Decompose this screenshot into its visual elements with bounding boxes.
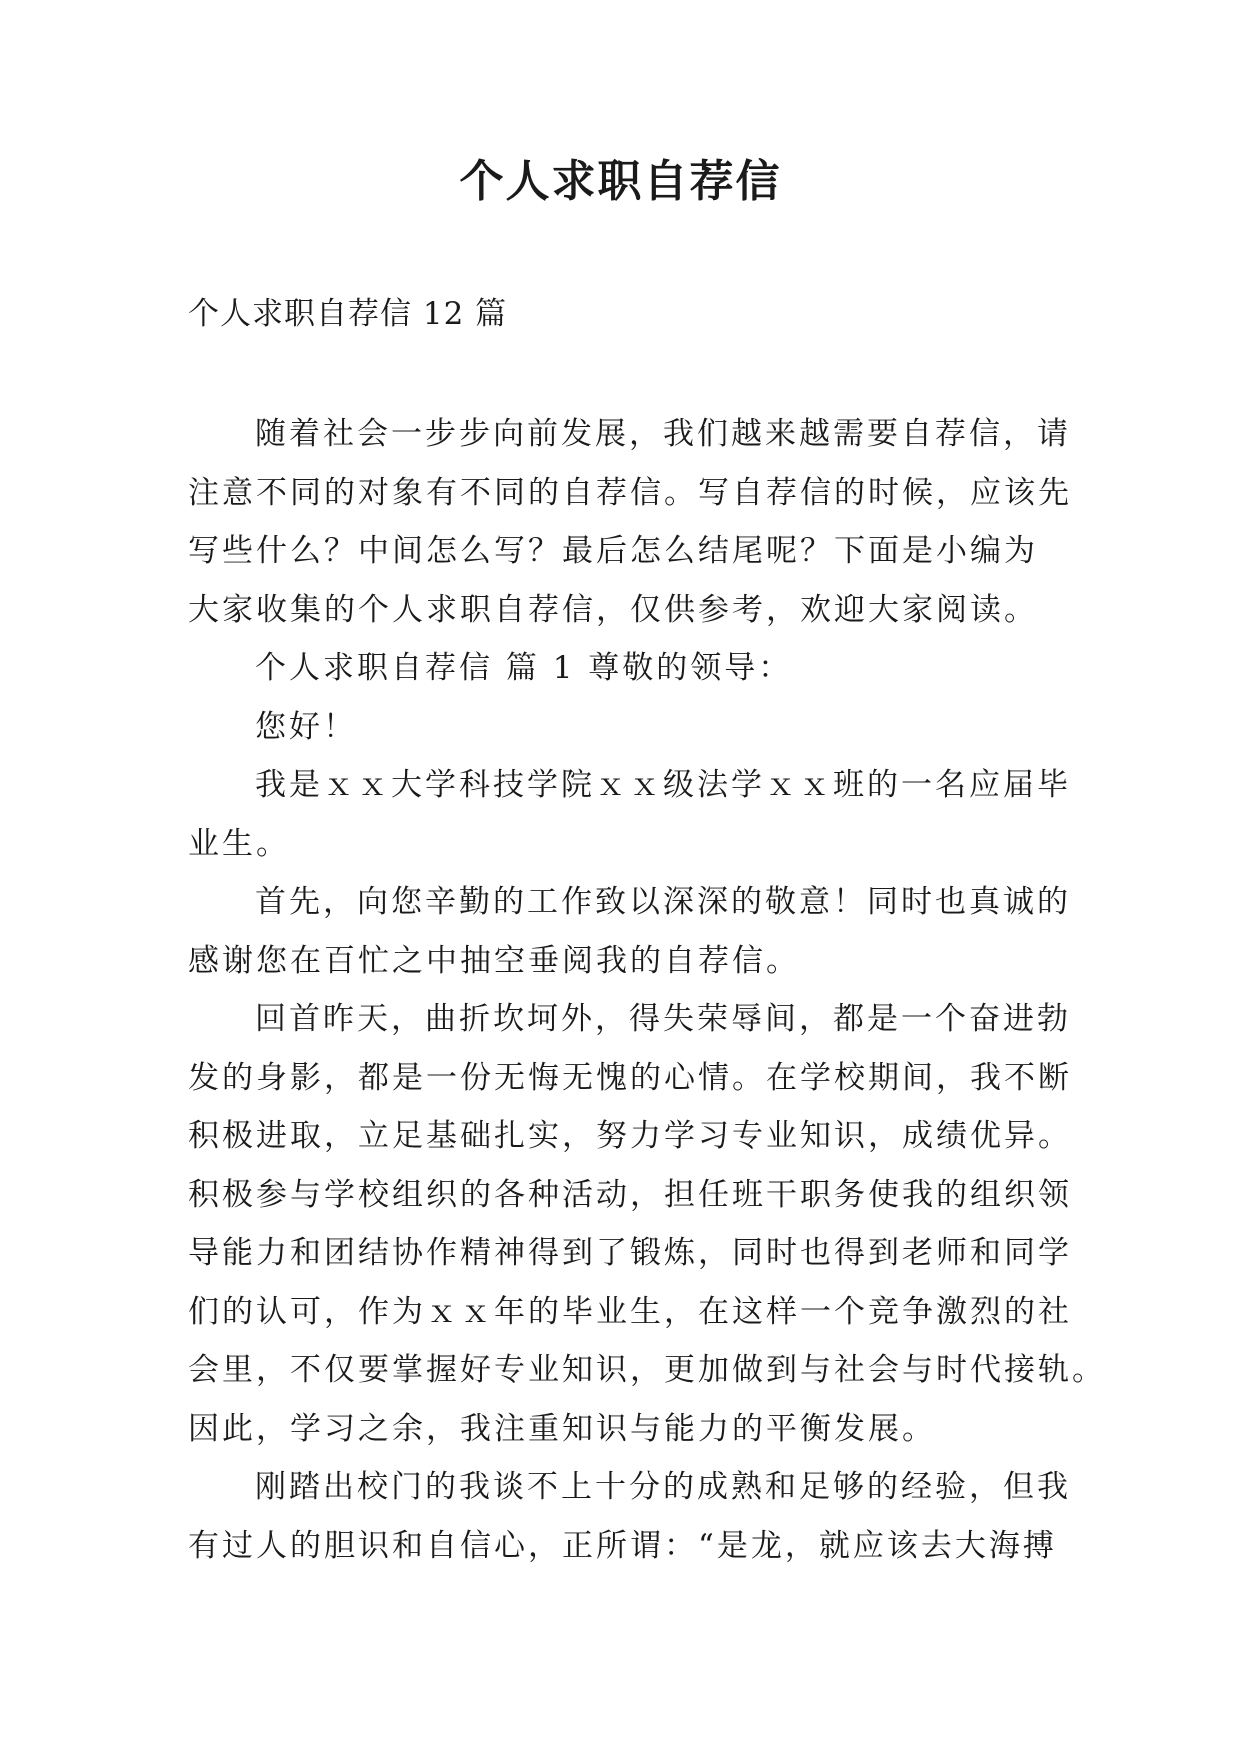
body-text-line: 注意不同的对象有不同的自荐信。写自荐信的时候，应该先 [188, 474, 1072, 511]
body-text-line: 大家收集的个人求职自荐信，仅供参考，欢迎大家阅读。 [188, 591, 1038, 628]
body-text-line: 我是ｘｘ大学科技学院ｘｘ级法学ｘｘ班的一名应届毕 [255, 767, 1071, 803]
document-body [188, 405, 1106, 1575]
body-text-line: 导能力和团结协作精神得到了锻炼，同时也得到老师和同学 [188, 1235, 1072, 1271]
body-text-line: 个人求职自荐信 篇 1 尊敬的领导： [255, 650, 793, 686]
body-text-line: 回首昨天，曲折坎坷外，得失荣辱间，都是一个奋进勃 [255, 1001, 1071, 1037]
body-text-line: 们的认可，作为ｘｘ年的毕业生，在这样一个竞争激烈的社 [188, 1293, 1072, 1330]
body-text-line: 写些什么？中间怎么写？最后怎么结尾呢？下面是小编为 [188, 533, 1038, 569]
document-subtitle: 个人求职自荐信 12 篇 [188, 296, 508, 332]
body-text-line: 您好！ [255, 708, 357, 745]
body-text-line: 积极参与学校组织的各种活动，担任班干职务使我的组织领 [188, 1176, 1072, 1213]
body-text-line: 有过人的胆识和自信心，正所谓：“是龙，就应该去大海搏 [188, 1527, 1057, 1564]
body-text-line: 刚踏出校门的我谈不上十分的成熟和足够的经验，但我 [255, 1469, 1071, 1505]
body-text-line: 发的身影，都是一份无悔无愧的心情。在学校期间，我不断 [188, 1059, 1072, 1096]
body-text-line: 会里，不仅要掌握好专业知识，更加做到与社会与时代接轨。 [188, 1352, 1106, 1388]
body-text-line: 积极进取，立足基础扎实，努力学习专业知识，成绩优异。 [188, 1118, 1072, 1154]
document-title: 个人求职自荐信 [459, 156, 782, 207]
body-text-line: 随着社会一步步向前发展，我们越来越需要自荐信，请 [255, 416, 1071, 452]
body-text-line: 业生。 [188, 825, 290, 862]
body-text-line: 因此，学习之余，我注重知识与能力的平衡发展。 [188, 1410, 936, 1447]
body-text-line: 感谢您在百忙之中抽空垂阅我的自荐信。 [188, 942, 800, 979]
body-text-line: 首先，向您辛勤的工作致以深深的敬意！同时也真诚的 [255, 884, 1071, 920]
